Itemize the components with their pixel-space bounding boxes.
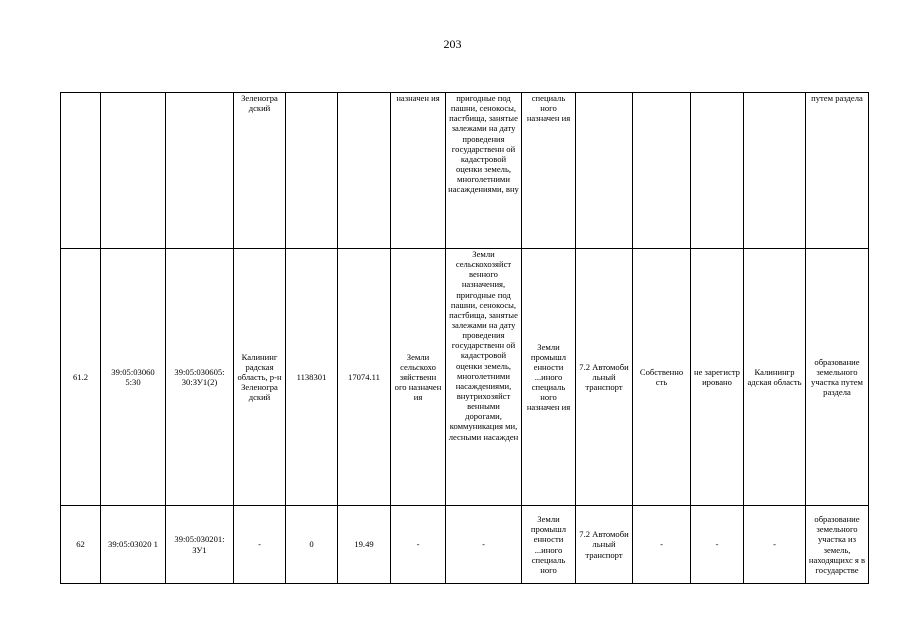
cell-method: образование земельного участка из земель, находящихс я в государстве (806, 506, 869, 584)
cell-holder (744, 93, 806, 249)
cell-new-category: Земли промышл енности ...иного специаль ного (522, 506, 576, 584)
cell-address: - (234, 506, 286, 584)
cell-land-type: - (446, 506, 522, 584)
land-plot-table (60, 92, 869, 584)
cell-right (633, 93, 691, 249)
cell-holder: Калинингр адская область (744, 249, 806, 506)
cell-parcel-id: 39:05:030605: 30:ЗУ1(2) (166, 249, 234, 506)
cell-value: 17074.11 (338, 249, 391, 506)
cell-category: - (391, 506, 446, 584)
cell-address: Калининг радская область, р-н Зеленогра дский (234, 249, 286, 506)
cell-address: Зеленогра дский (234, 93, 286, 249)
cell-cadastral-number (101, 93, 166, 249)
cell-num: 61.2 (61, 249, 101, 506)
cell-use-type (576, 93, 633, 249)
cell-holder: - (744, 506, 806, 584)
cell-category: Земли сельскохо зяйственн ого назначен ия (391, 249, 446, 506)
table-row (61, 249, 869, 506)
cell-method: образование земельного участка путем раздела (806, 249, 869, 506)
cell-parcel-id (166, 93, 234, 249)
cell-registration: - (691, 506, 744, 584)
cell-value (338, 93, 391, 249)
cell-new-category: Земли промышл енности ...иного специаль ного назначен ия (522, 249, 576, 506)
table-row (61, 93, 869, 249)
cell-area (286, 93, 338, 249)
cell-land-type: пригодные под пашни, сенокосы, пастбища, занятые залежами на дату проведения государственн ой кадастровой оценки земель, многолетними насаждениями, вну (446, 93, 522, 249)
cell-area: 1138301 (286, 249, 338, 506)
cell-parcel-id: 39:05:030201: ЗУ1 (166, 506, 234, 584)
cell-area: 0 (286, 506, 338, 584)
cell-value: 19.49 (338, 506, 391, 584)
cell-use-type: 7.2 Автомоби льный транспорт (576, 506, 633, 584)
cell-registration: не зарегистр ировано (691, 249, 744, 506)
cell-right: - (633, 506, 691, 584)
cell-land-type: Земли сельскохозяйст венного назначения, пригодные под пашни, сенокосы, пастбища, занятые залежами на дату проведения государственн ой кадастровой оценки земель, многолетними насаждениями, внутрихозяйст венными дорогами, коммуникация ми, лесными насажден (446, 249, 522, 506)
cell-use-type: 7.2 Автомоби льный транспорт (576, 249, 633, 506)
cell-num: 62 (61, 506, 101, 584)
cell-method: путем раздела (806, 93, 869, 249)
page-number: 203 (443, 37, 462, 51)
cell-right: Собственно сть (633, 249, 691, 506)
cell-cadastral-number: 39:05:03060 5:30 (101, 249, 166, 506)
cell-registration (691, 93, 744, 249)
cell-category: назначен ия (391, 93, 446, 249)
table-row (61, 506, 869, 584)
cell-new-category: специаль ного назначен ия (522, 93, 576, 249)
cell-num (61, 93, 101, 249)
cell-cadastral-number: 39:05:03020 1 (101, 506, 166, 584)
